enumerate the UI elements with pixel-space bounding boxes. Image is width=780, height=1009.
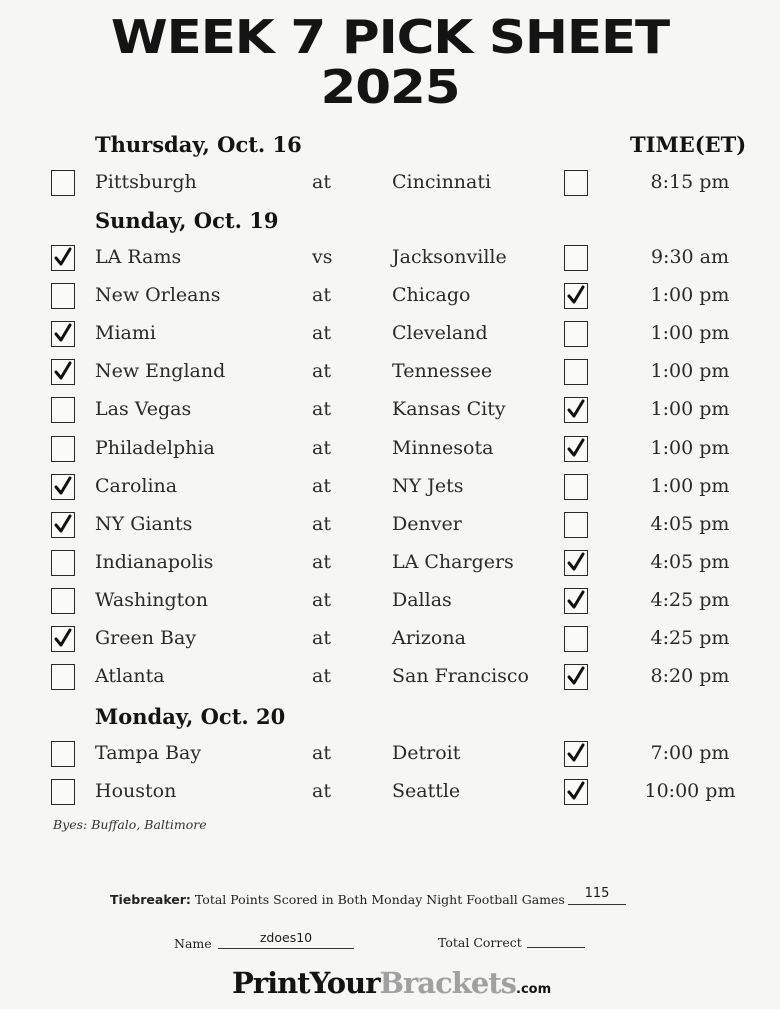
- matchup-separator: at: [312, 665, 331, 688]
- game-time: 1:00 pm: [650, 360, 730, 383]
- game-time: 4:05 pm: [650, 550, 730, 573]
- game-row: [0, 319, 780, 353]
- matchup-separator: at: [312, 512, 331, 535]
- away-team: New Orleans: [95, 284, 221, 307]
- title-line2: 2025: [320, 60, 460, 114]
- game-time: 1:00 pm: [650, 436, 730, 459]
- home-team: Denver: [392, 512, 462, 535]
- away-team: Atlanta: [95, 665, 165, 688]
- game-row: [0, 434, 780, 468]
- home-pick-checkbox[interactable]: [564, 588, 588, 614]
- home-team: Tennessee: [392, 360, 493, 383]
- game-time: 4:05 pm: [650, 512, 730, 535]
- away-pick-checkbox[interactable]: [51, 664, 75, 690]
- total-correct-input[interactable]: [527, 946, 585, 948]
- away-pick-checkbox[interactable]: [51, 474, 75, 500]
- matchup-separator: at: [312, 398, 331, 421]
- game-row: [0, 243, 780, 277]
- away-team: LA Rams: [95, 246, 182, 268]
- home-pick-checkbox[interactable]: [564, 512, 588, 538]
- home-pick-checkbox[interactable]: [564, 741, 588, 767]
- away-pick-checkbox[interactable]: [51, 170, 75, 196]
- name-label: Name: [174, 936, 212, 951]
- home-team: Cincinnati: [392, 171, 492, 193]
- game-time: 8:20 pm: [650, 665, 730, 688]
- matchup-separator: at: [312, 436, 331, 459]
- home-team: LA Chargers: [392, 550, 514, 573]
- game-time: 1:00 pm: [650, 322, 730, 345]
- home-team: Jacksonville: [392, 246, 507, 268]
- away-team: New England: [95, 360, 226, 383]
- home-team: Cleveland: [392, 322, 488, 345]
- home-pick-checkbox[interactable]: [564, 474, 588, 500]
- game-row: [0, 395, 780, 429]
- game-time: 1:00 pm: [650, 398, 730, 421]
- away-team: Washington: [95, 588, 208, 611]
- game-row: [0, 510, 780, 544]
- game-time: 4:25 pm: [650, 588, 730, 611]
- matchup-separator: at: [312, 171, 331, 193]
- away-team: Green Bay: [95, 627, 197, 649]
- away-pick-checkbox[interactable]: [51, 588, 75, 614]
- matchup-separator: at: [312, 588, 331, 611]
- home-team: Detroit: [392, 742, 461, 764]
- home-pick-checkbox[interactable]: [564, 170, 588, 196]
- total-correct-label: Total Correct: [438, 935, 522, 950]
- matchup-separator: at: [312, 780, 331, 803]
- home-pick-checkbox[interactable]: [564, 779, 588, 805]
- game-time: 1:00 pm: [650, 284, 730, 307]
- name-input[interactable]: zdoes10: [218, 930, 354, 949]
- home-pick-checkbox[interactable]: [564, 626, 588, 652]
- game-time: 1:00 pm: [650, 474, 730, 497]
- game-time: 10:00 pm: [644, 780, 736, 803]
- game-time: 7:00 pm: [650, 742, 730, 764]
- away-pick-checkbox[interactable]: [51, 779, 75, 805]
- home-pick-checkbox[interactable]: [564, 321, 588, 347]
- home-pick-checkbox[interactable]: [564, 664, 588, 690]
- game-row: [0, 662, 780, 696]
- away-pick-checkbox[interactable]: [51, 626, 75, 652]
- home-pick-checkbox[interactable]: [564, 550, 588, 576]
- game-time: 4:25 pm: [650, 627, 730, 649]
- game-time: 8:15 pm: [650, 171, 730, 193]
- away-pick-checkbox[interactable]: [51, 321, 75, 347]
- home-pick-checkbox[interactable]: [564, 359, 588, 385]
- away-team: Philadelphia: [95, 436, 215, 459]
- brand-part3: .com: [516, 982, 552, 997]
- home-team: San Francisco: [392, 665, 529, 688]
- matchup-separator: at: [312, 550, 331, 573]
- game-row: [0, 777, 780, 811]
- matchup-separator: at: [312, 474, 331, 497]
- away-pick-checkbox[interactable]: [51, 550, 75, 576]
- game-row: [0, 357, 780, 391]
- home-team: Seattle: [392, 780, 461, 803]
- game-row: [0, 586, 780, 620]
- day-heading: Monday, Oct. 20: [95, 704, 286, 729]
- home-pick-checkbox[interactable]: [564, 436, 588, 462]
- away-team: Las Vegas: [95, 398, 192, 421]
- tiebreaker-text: Total Points Scored in Both Monday Night Football Games: [194, 892, 565, 907]
- matchup-separator: at: [312, 322, 331, 345]
- day-heading: Thursday, Oct. 16: [95, 132, 302, 157]
- away-team: Pittsburgh: [95, 171, 197, 193]
- game-row: [0, 548, 780, 582]
- brand-part1: PrintYour: [232, 966, 380, 1000]
- home-team: Kansas City: [392, 398, 506, 421]
- away-pick-checkbox[interactable]: [51, 741, 75, 767]
- home-team: Arizona: [392, 627, 466, 649]
- away-pick-checkbox[interactable]: [51, 436, 75, 462]
- home-team: Chicago: [392, 284, 471, 307]
- game-time: 9:30 am: [650, 246, 730, 268]
- away-team: NY Giants: [95, 512, 193, 535]
- tiebreaker-label: Tiebreaker:: [110, 892, 191, 907]
- away-team: Miami: [95, 322, 156, 345]
- time-header: TIME(ET): [630, 132, 747, 157]
- home-team: NY Jets: [392, 474, 464, 497]
- game-row: [0, 624, 780, 658]
- game-row: [0, 739, 780, 773]
- matchup-separator: at: [312, 360, 331, 383]
- title-line1: WEEK 7 PICK SHEET: [110, 10, 670, 64]
- brand-logo: [232, 966, 551, 1000]
- home-team: Minnesota: [392, 436, 494, 459]
- tiebreaker-input[interactable]: 115: [568, 886, 626, 905]
- tiebreaker: [110, 892, 565, 907]
- home-pick-checkbox[interactable]: [564, 397, 588, 423]
- away-team: Indianapolis: [95, 550, 214, 573]
- home-team: Dallas: [392, 588, 452, 611]
- brand-part2: Brackets: [379, 966, 516, 1000]
- home-pick-checkbox[interactable]: [564, 283, 588, 309]
- away-pick-checkbox[interactable]: [51, 359, 75, 385]
- away-pick-checkbox[interactable]: [51, 512, 75, 538]
- game-row: [0, 281, 780, 315]
- away-team: Carolina: [95, 474, 178, 497]
- away-team: Tampa Bay: [95, 742, 202, 764]
- matchup-separator: at: [312, 284, 331, 307]
- matchup-separator: at: [312, 627, 331, 649]
- game-row: [0, 472, 780, 506]
- away-pick-checkbox[interactable]: [51, 283, 75, 309]
- away-pick-checkbox[interactable]: [51, 397, 75, 423]
- home-pick-checkbox[interactable]: [564, 245, 588, 271]
- matchup-separator: vs: [312, 246, 333, 268]
- day-heading: Sunday, Oct. 19: [95, 208, 279, 233]
- byes-note: Byes: Buffalo, Baltimore: [53, 817, 207, 832]
- matchup-separator: at: [312, 742, 331, 764]
- game-row: [0, 168, 780, 202]
- away-team: Houston: [95, 780, 177, 803]
- away-pick-checkbox[interactable]: [51, 245, 75, 271]
